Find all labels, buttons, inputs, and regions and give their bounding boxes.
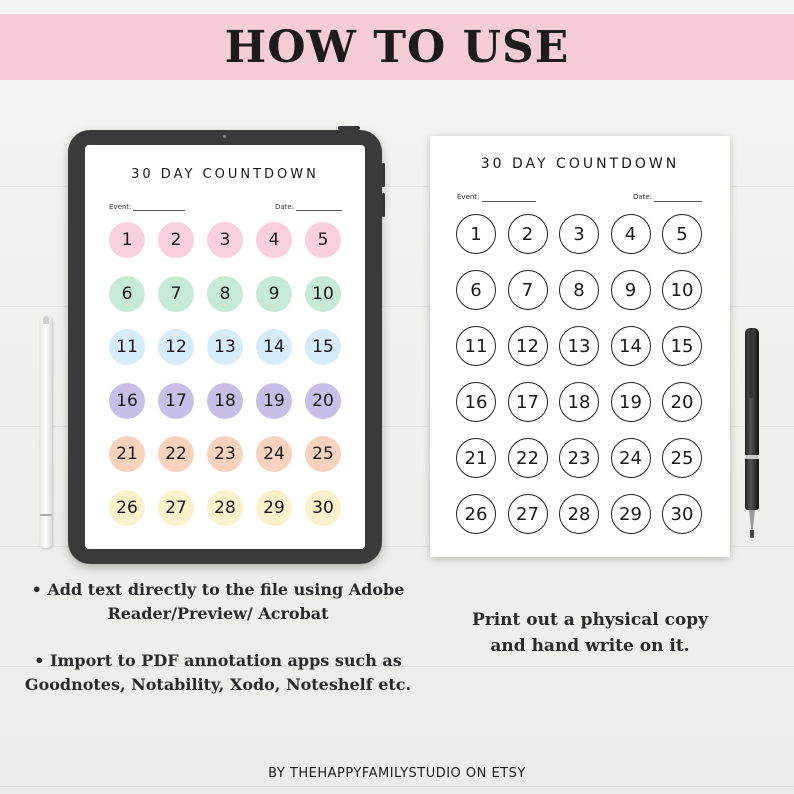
left-caption-line3: • Import to PDF annotation apps such as <box>34 651 402 670</box>
paper-day-circle: 2 <box>508 214 548 254</box>
paper-sheet-title: 30 DAY COUNTDOWN <box>480 156 680 172</box>
paper-day-circle: 19 <box>611 382 651 422</box>
tablet-day-circle[interactable]: 24 <box>256 436 292 472</box>
tablet-day-circle[interactable]: 2 <box>158 222 194 258</box>
paper-day-circle: 20 <box>662 382 702 422</box>
pen-clip <box>749 328 753 398</box>
right-caption-line2: and hand write on it. <box>490 636 690 656</box>
paper-day-circle: 21 <box>456 438 496 478</box>
paper-day-circle: 10 <box>662 270 702 310</box>
stylus-tip <box>43 316 49 324</box>
tablet-day-circle[interactable]: 8 <box>207 276 243 312</box>
paper-day-circle: 29 <box>611 494 651 534</box>
pen-ring <box>745 455 759 459</box>
tablet-day-circle[interactable]: 21 <box>109 436 145 472</box>
tablet-day-circle[interactable]: 6 <box>109 276 145 312</box>
tablet-day-circle[interactable]: 12 <box>158 329 194 365</box>
tablet-day-circle[interactable]: 27 <box>158 490 194 526</box>
paper-day-circle: 8 <box>559 270 599 310</box>
tablet-day-circle[interactable]: 28 <box>207 490 243 526</box>
tablet-day-circle[interactable]: 3 <box>207 222 243 258</box>
page-title: HOW TO USE <box>224 21 570 73</box>
stylus-band <box>40 514 52 516</box>
paper-day-circle: 4 <box>611 214 651 254</box>
tablet-day-circle[interactable]: 29 <box>256 490 292 526</box>
tablet-day-circle[interactable]: 17 <box>158 383 194 419</box>
paper-day-circle: 13 <box>559 326 599 366</box>
paper-day-circle: 1 <box>456 214 496 254</box>
tablet-day-circle[interactable]: 1 <box>109 222 145 258</box>
tablet-day-circle[interactable]: 22 <box>158 436 194 472</box>
tablet-day-circle[interactable]: 26 <box>109 490 145 526</box>
paper-day-circle: 30 <box>662 494 702 534</box>
paper-day-circle: 12 <box>508 326 548 366</box>
camera-icon <box>223 135 226 138</box>
paper-day-circle: 28 <box>559 494 599 534</box>
paper-day-circle: 22 <box>508 438 548 478</box>
tablet-day-circle[interactable]: 9 <box>256 276 292 312</box>
paper-day-circle: 7 <box>508 270 548 310</box>
tablet-mockup <box>68 130 382 564</box>
tablet-date-field[interactable] <box>296 210 342 211</box>
tablet-sheet-title: 30 DAY COUNTDOWN <box>131 167 319 182</box>
tablet-day-circle[interactable]: 20 <box>305 383 341 419</box>
paper-day-circle: 11 <box>456 326 496 366</box>
tablet-day-circle[interactable]: 14 <box>256 329 292 365</box>
tablet-day-circle[interactable]: 11 <box>109 329 145 365</box>
tablet-volume-down-button <box>382 193 385 217</box>
tablet-day-circle[interactable]: 19 <box>256 383 292 419</box>
printed-paper <box>430 136 730 557</box>
paper-day-circle: 17 <box>508 382 548 422</box>
tablet-screen <box>85 145 365 549</box>
paper-date-label: Date: <box>633 193 653 201</box>
paper-day-circle: 6 <box>456 270 496 310</box>
tablet-day-circle[interactable]: 30 <box>305 490 341 526</box>
right-caption-line1: Print out a physical copy <box>471 610 709 630</box>
paper-date-field <box>654 201 702 202</box>
paper-event-field <box>482 201 536 202</box>
left-caption-line1: • Add text directly to the file using Adobe <box>31 580 405 599</box>
pen-point <box>750 530 754 538</box>
paper-day-circle: 14 <box>611 326 651 366</box>
tablet-event-label: Event: <box>109 203 132 211</box>
title-banner <box>0 14 794 80</box>
tablet-day-circle[interactable]: 10 <box>305 276 341 312</box>
footer-credit: BY THEHAPPYFAMILYSTUDIO ON ETSY <box>268 766 526 781</box>
paper-day-circle: 26 <box>456 494 496 534</box>
paper-day-circle: 25 <box>662 438 702 478</box>
tablet-day-circle[interactable]: 13 <box>207 329 243 365</box>
tablet-event-field[interactable] <box>133 210 185 211</box>
paper-day-circle: 15 <box>662 326 702 366</box>
tablet-day-circle[interactable]: 25 <box>305 436 341 472</box>
paper-day-circle: 3 <box>559 214 599 254</box>
left-caption-line2: Reader/Preview/ Acrobat <box>107 604 329 623</box>
paper-day-circle: 18 <box>559 382 599 422</box>
paper-event-label: Event: <box>457 193 480 201</box>
tablet-day-circle[interactable]: 7 <box>158 276 194 312</box>
tablet-day-circle[interactable]: 18 <box>207 383 243 419</box>
tablet-volume-up-button <box>382 163 385 187</box>
tablet-day-circle[interactable]: 23 <box>207 436 243 472</box>
paper-day-circle: 27 <box>508 494 548 534</box>
paper-day-circle: 5 <box>662 214 702 254</box>
paper-day-circle: 9 <box>611 270 651 310</box>
paper-day-circle: 24 <box>611 438 651 478</box>
tablet-day-circle[interactable]: 16 <box>109 383 145 419</box>
paper-day-circle: 16 <box>456 382 496 422</box>
tablet-day-circle[interactable]: 4 <box>256 222 292 258</box>
tablet-day-circle[interactable]: 5 <box>305 222 341 258</box>
left-caption-line4: Goodnotes, Notability, Xodo, Noteshelf etc. <box>24 675 412 694</box>
tablet-day-circle[interactable]: 15 <box>305 329 341 365</box>
tablet-date-label: Date: <box>275 203 295 211</box>
paper-day-circle: 23 <box>559 438 599 478</box>
